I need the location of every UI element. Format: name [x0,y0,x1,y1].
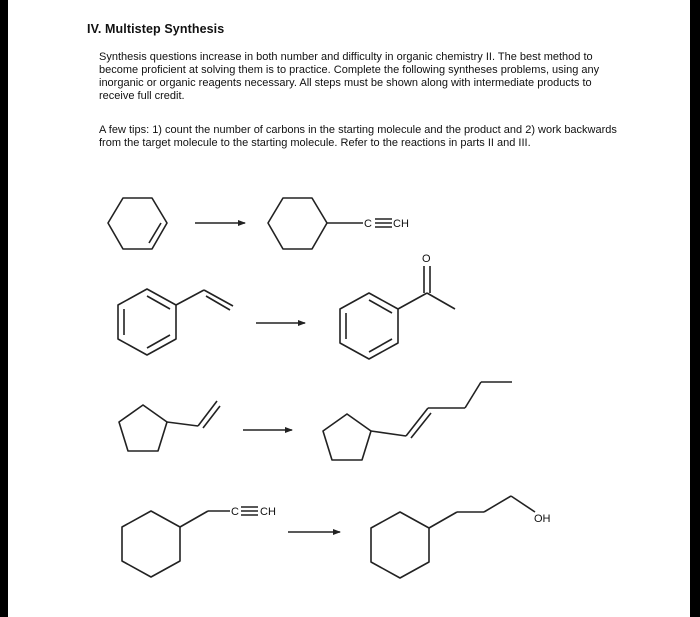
instructions-paragraph: Synthesis questions increase in both number and difficulty in organic chemistry II. The best method to become proficient at solving them is to practice. Complete the following syntheses problems, using any inorganic or organic reagents necessary. All steps must be shown along with intermediate products to receive full credit. [99,51,600,102]
problem-3-target-cyclopentyl-pentene [323,382,512,460]
problem-4-carbon-label: C [231,506,239,518]
problem-4-hydroxyl-label: OH [534,513,551,525]
problem-1-ch-label: CH [393,218,409,230]
problem-4-start-cyclohexylpropyne [122,506,276,577]
problem-2-start-styrene [118,289,233,355]
section-heading: IV. Multistep Synthesis [87,22,225,36]
problem-1-carbon-label: C [364,218,372,230]
tips-paragraph: A few tips: 1) count the number of carbons in the starting molecule and the product and 2) work backwards from the target molecule to the starting molecule. Refer to the reactions in parts II and III. [99,124,617,149]
problem-3-start-vinylcyclopentane [119,401,220,451]
problem-4-target-cyclohexylpentanol [371,496,551,578]
problem-2-oxygen-label: O [422,253,431,265]
problem-1-start-cyclohexene [108,198,167,249]
problem-2-target-acetophenone [340,253,455,359]
problem-1-target-ethynylcyclohexane [268,198,409,249]
problem-4-ch-label: CH [260,506,276,518]
